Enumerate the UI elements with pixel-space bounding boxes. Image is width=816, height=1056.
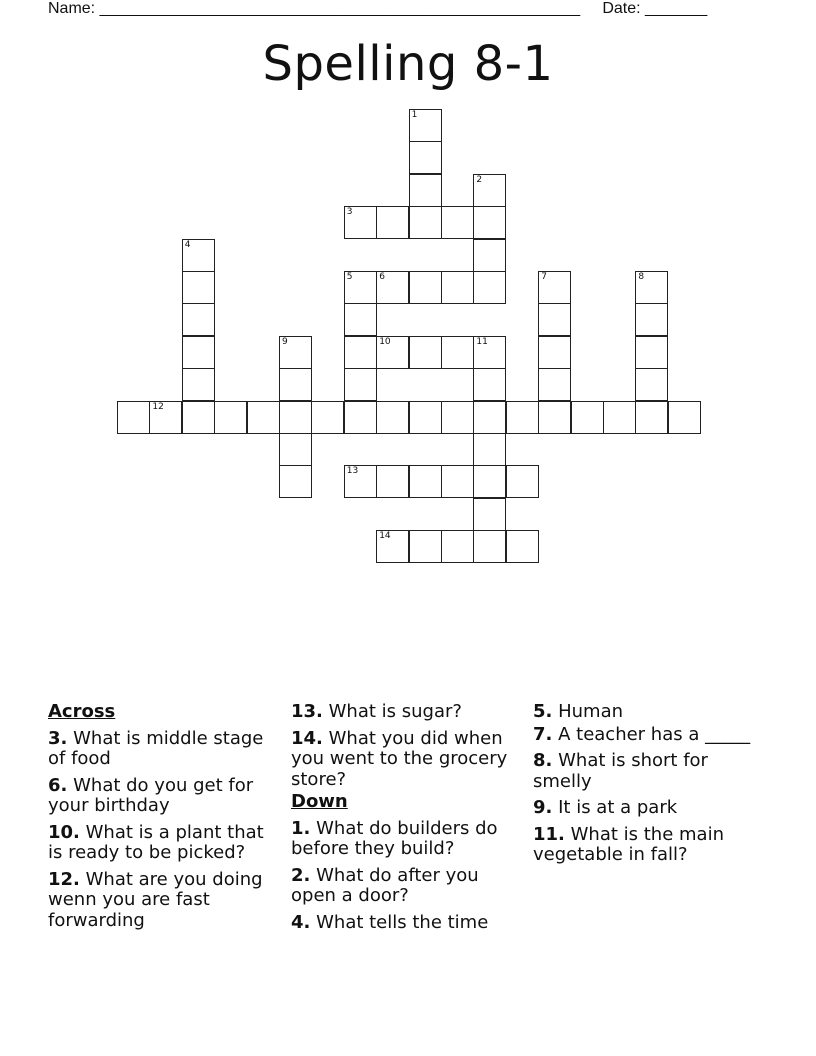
grid-cell[interactable] [344,336,377,369]
grid-cell[interactable] [571,401,604,434]
clue-across-6: 6. What do you get for your birthday [48,774,254,816]
grid-cell[interactable] [344,303,377,336]
grid-cell[interactable] [376,206,409,239]
grid-cell[interactable] [376,336,409,369]
grid-cell[interactable] [473,174,506,207]
grid-cell[interactable] [214,401,247,434]
clue-number: 5 [346,272,353,282]
clue-down-11: 11. What is the main vegetable in fall? [533,823,724,865]
clue-across-13: 13. What is sugar? [291,701,462,722]
grid-cell[interactable] [344,465,377,498]
clue-number: 2 [476,174,483,185]
grid-cell[interactable] [473,433,506,466]
grid-cell[interactable] [409,465,442,498]
clue-number: 13 [346,466,359,477]
grid-cell[interactable] [182,271,215,304]
clue-across-3: 3. What is middle stage of food [48,727,264,769]
clues-column-3 [533,702,765,872]
clue-number: 10 [379,336,391,347]
grid-cell[interactable] [409,271,442,304]
clue-down-5: 5. Human [533,701,624,722]
grid-cell[interactable] [635,401,668,434]
name-date-line: Name: ______________________________________________________ Date: _______ [48,0,708,17]
clue-number: 11 [476,336,488,347]
grid-cell[interactable] [376,530,409,563]
clues-column-2 [291,702,523,939]
grid-cell[interactable] [409,530,442,563]
grid-cell[interactable] [635,303,668,336]
grid-cell[interactable] [473,368,506,401]
grid-cell[interactable] [473,401,506,434]
clue-down-9: 9. It is at a park [533,797,678,818]
grid-cell[interactable] [279,401,312,434]
grid-cell[interactable] [247,401,280,434]
clue-down-7: 7. A teacher has a _____ [533,723,751,745]
page-title: Spelling 8-1 [262,36,554,92]
down-heading: Down [291,791,348,812]
clue-across-14: 14. What you did when you went to the grocery store? [291,727,508,790]
clue-number: 14 [379,531,391,542]
grid-cell[interactable] [182,401,215,434]
grid-cell[interactable] [409,401,442,434]
clue-number: 9 [282,336,288,347]
grid-cell[interactable] [279,336,312,369]
grid-cell[interactable] [473,498,506,531]
grid-cell[interactable] [603,401,636,434]
clue-number: 4 [184,239,191,250]
grid-cell[interactable] [538,303,571,336]
grid-cell[interactable] [149,401,182,434]
grid-cell[interactable] [409,141,442,174]
clue-number: 7 [541,272,547,282]
grid-cell[interactable] [182,336,215,369]
clue-down-1: 1. What do builders do before they build? [291,817,498,859]
clue-across-12: 12. What are you doing wenn you are fast forwarding [48,868,263,931]
grid-cell[interactable] [344,271,377,304]
grid-cell[interactable] [279,465,312,498]
grid-cell[interactable] [441,465,474,498]
clue-down-8: 8. What is short for smelly [533,750,708,792]
grid-cell[interactable] [441,336,474,369]
grid-cell[interactable] [376,465,409,498]
clue-number: 6 [379,272,385,282]
grid-cell[interactable] [376,271,409,304]
grid-cell[interactable] [409,109,442,142]
grid-cell[interactable] [668,401,701,434]
grid-cell[interactable] [473,530,506,563]
clue-down-2: 2. What do after you open a door? [291,864,479,906]
grid-cell[interactable] [506,401,539,434]
grid-cell[interactable] [409,174,442,207]
clue-across-10: 10. What is a plant that is ready to be picked? [48,821,264,863]
grid-cell[interactable] [409,336,442,369]
grid-cell[interactable] [506,465,539,498]
clue-number: 8 [638,272,645,282]
grid-cell[interactable] [635,368,668,401]
across-heading: Across [48,701,116,722]
grid-cell[interactable] [182,368,215,401]
grid-cell[interactable] [182,303,215,336]
clue-number: 1 [411,110,418,120]
grid-cell[interactable] [376,401,409,434]
grid-cell[interactable] [473,465,506,498]
grid-cell[interactable] [473,336,506,369]
clue-number: 3 [346,207,353,218]
clues-column-1 [48,702,280,937]
grid-cell[interactable] [473,239,506,272]
grid-cell[interactable] [441,530,474,563]
grid-cell[interactable] [441,271,474,304]
grid-cell[interactable] [441,401,474,434]
grid-cell[interactable] [635,271,668,304]
grid-cell[interactable] [538,368,571,401]
grid-cell[interactable] [117,401,150,434]
grid-cell[interactable] [635,336,668,369]
grid-cell[interactable] [538,401,571,434]
grid-cell[interactable] [344,401,377,434]
grid-cell[interactable] [279,368,312,401]
grid-cell[interactable] [538,271,571,304]
grid-cell[interactable] [344,368,377,401]
grid-cell[interactable] [279,433,312,466]
clue-number: 12 [152,401,164,412]
grid-cell[interactable] [409,206,442,239]
grid-cell[interactable] [538,336,571,369]
grid-cell[interactable] [311,401,344,434]
grid-cell[interactable] [473,206,506,239]
grid-cell[interactable] [441,206,474,239]
grid-cell[interactable] [344,206,377,239]
grid-cell[interactable] [182,239,215,272]
grid-cell[interactable] [473,271,506,304]
grid-cell[interactable] [506,530,539,563]
clue-down-4: 4. What tells the time [291,911,489,933]
